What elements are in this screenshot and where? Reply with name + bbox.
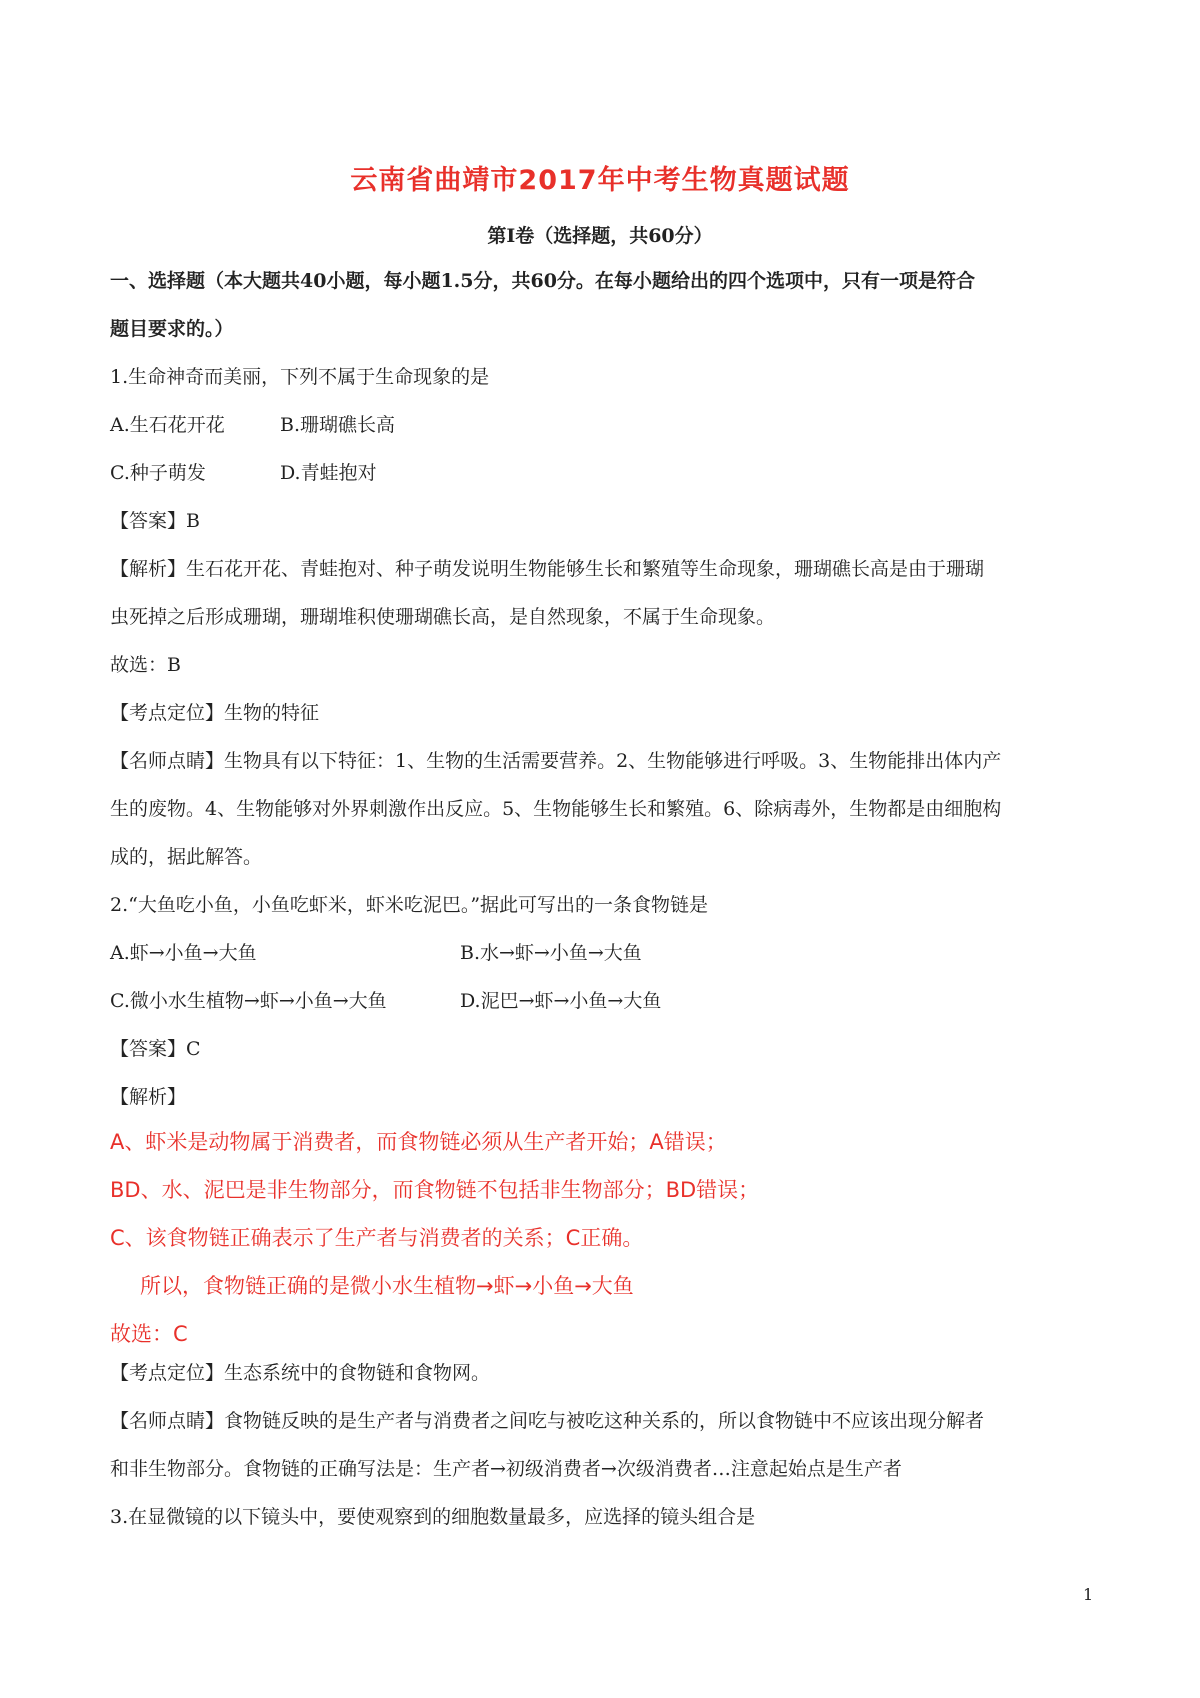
q1-option-b: B.珊瑚礁长高 [280,414,396,436]
q1-option-c: C.种子萌发 [110,462,206,484]
q1-kaodian: 【考点定位】生物的特征 [110,702,320,724]
q1-tips-line2: 生的废物。4、生物能够对外界刺激作出反应。5、生物能够生长和繁殖。6、除病毒外，生物都是由细胞构 [110,798,1002,820]
q1-analysis-line2: 虫死掉之后形成珊瑚，珊瑚堆积使珊瑚礁长高，是自然现象，不属于生命现象。 [110,606,776,628]
q1-options-row2 [110,460,377,486]
q1-tips-line1: 【名师点睛】生物具有以下特征：1、生物的生活需要营养。2、生物能够进行呼吸。3、生物能排出体内产 [110,750,1002,772]
part-heading-line2: 题目要求的。） [110,318,234,340]
q2-tips-line2: 和非生物部分。食物链的正确写法是：生产者→初级消费者→次级消费者…注意起始点是生产者 [110,1458,902,1480]
q1-stem: 1.生命神奇而美丽，下列不属于生命现象的是 [110,366,490,388]
q2-red-line4: 所以，食物链正确的是微小水生植物→虾→小鱼→大鱼 [140,1274,634,1298]
q1-choose: 故选：B [110,654,181,676]
q2-options-row1 [110,940,642,966]
q2-option-b: B.水→虾→小鱼→大鱼 [460,942,642,964]
part-heading-line1: 一、选择题（本大题共40小题，每小题1.5分，共60分。在每小题给出的四个选项中，只有一项是符合 [110,270,975,292]
q1-analysis-line1: 【解析】生石花开花、青蛙抱对、种子萌发说明生物能够生长和繁殖等生命现象，珊瑚礁长高是由于珊瑚 [110,558,985,580]
q2-option-c: C.微小水生植物→虾→小鱼→大鱼 [110,990,387,1012]
q2-red-line2: BD、水、泥巴是非生物部分，而食物链不包括非生物部分；BD错误； [110,1178,760,1202]
q2-kaodian: 【考点定位】生态系统中的食物链和食物网。 [110,1362,491,1384]
q3-stem: 3.在显微镜的以下镜头中，要使观察到的细胞数量最多，应选择的镜头组合是 [110,1506,756,1528]
q2-red-line1: A、虾米是动物属于消费者，而食物链必须从生产者开始；A错误； [110,1130,727,1154]
q2-option-d: D.泥巴→虾→小鱼→大鱼 [460,990,662,1012]
q1-answer: 【答案】B [110,510,200,532]
q1-options-row1 [110,412,396,438]
q2-tips-line1: 【名师点睛】食物链反映的是生产者与消费者之间吃与被吃这种关系的，所以食物链中不应该出现分解者 [110,1410,985,1432]
page-title: 云南省曲靖市2017年中考生物真题试题 [350,165,850,196]
q2-red-line3: C、该食物链正确表示了生产者与消费者的关系；C正确。 [110,1226,644,1250]
section-title: 第Ⅰ卷（选择题，共60分） [487,225,713,247]
q1-option-d: D.青蛙抱对 [280,462,377,484]
q2-analysis-label: 【解析】 [110,1086,187,1108]
q1-tips-line3: 成的，据此解答。 [110,846,263,868]
page-number: 1 [1083,1585,1094,1604]
q2-answer: 【答案】C [110,1038,201,1060]
q2-red-line5: 故选：C [110,1322,188,1346]
q2-option-a: A.虾→小鱼→大鱼 [110,942,257,964]
q2-stem: 2.“大鱼吃小鱼，小鱼吃虾米，虾米吃泥巴。”据此可写出的一条食物链是 [110,894,709,916]
q2-options-row2 [110,988,662,1014]
q1-option-a: A.生石花开花 [110,414,225,436]
